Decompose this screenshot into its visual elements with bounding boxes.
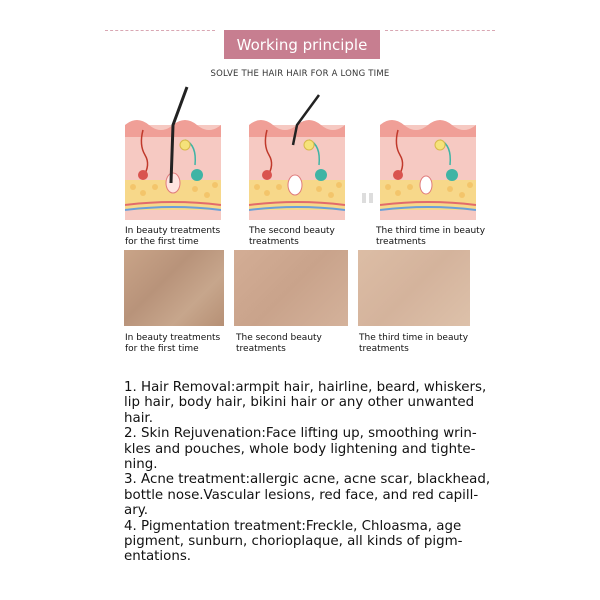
- skin-diagram-first: [125, 85, 221, 220]
- list-line: 2. Skin Rejuvenation:Face lifting up, smoothing wrin-: [124, 426, 477, 442]
- list-line: lip hair, body hair, bikini hair or any other unwanted: [124, 395, 475, 411]
- list-line: ning.: [124, 457, 158, 473]
- diagram-caption-first: In beauty treatments for the first time: [125, 226, 221, 247]
- skin-photo-first: [124, 250, 224, 326]
- list-line: hair.: [124, 410, 153, 426]
- header-divider-left: [105, 30, 215, 31]
- diagram-caption-second: The second beauty treatments: [249, 226, 335, 247]
- list-line: kles and pouches, whole body lightening and tighte-: [124, 441, 476, 457]
- skin-photo-second: [234, 250, 348, 326]
- list-line: bottle nose.Vascular lesions, red face, and red capill-: [124, 487, 479, 503]
- section-title: Working principle: [224, 30, 380, 59]
- list-line: pigment, sunburn, chorioplaque, all kinds of pigm-: [124, 534, 463, 550]
- skin-diagram-second: [249, 85, 345, 220]
- section-subtitle: SOLVE THE HAIR HAIR FOR A LONG TIME: [210, 69, 390, 79]
- photo-caption-first: In beauty treatments for the first time: [125, 333, 221, 354]
- skin-photo-third: [358, 250, 470, 326]
- skin-diagram-third: [380, 85, 476, 220]
- decorative-mark: [362, 193, 374, 203]
- list-line: ary.: [124, 503, 148, 519]
- list-line: 4. Pigmentation treatment:Freckle, Chloasma, age: [124, 518, 462, 534]
- header-divider-right: [385, 30, 495, 31]
- diagram-caption-third: The third time in beauty treatments: [376, 226, 486, 247]
- treatment-list: [124, 380, 504, 565]
- list-line: 3. Acne treatment:allergic acne, acne scar, blackhead,: [124, 472, 491, 488]
- list-line: entations.: [124, 549, 192, 565]
- list-line: 1. Hair Removal:armpit hair, hairline, beard, whiskers,: [124, 380, 487, 395]
- photo-caption-second: The second beauty treatments: [236, 333, 322, 354]
- photo-caption-third: The third time in beauty treatments: [359, 333, 469, 354]
